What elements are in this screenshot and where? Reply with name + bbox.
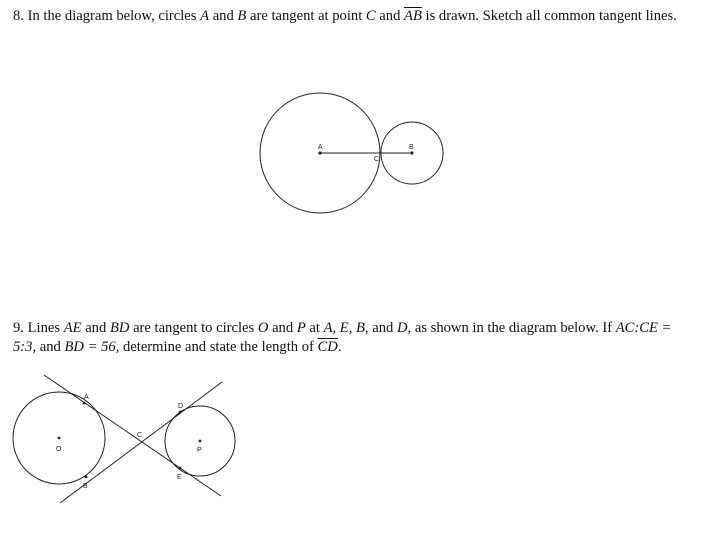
label-a: A xyxy=(318,144,323,151)
problem-9-text-3: are tangent to circles xyxy=(133,320,255,336)
problem-9-number: 9. xyxy=(13,320,24,336)
ratio-expression: AC:CE = 5:3, xyxy=(13,320,672,355)
tangent-points: A, E, B, xyxy=(323,320,369,336)
given-length: BD = 56, xyxy=(64,339,120,355)
center-o-dot xyxy=(58,437,61,440)
label-b: B xyxy=(409,144,414,151)
circle-b-name: B xyxy=(237,8,247,24)
center-a-dot xyxy=(318,151,321,154)
label-point-a: A xyxy=(84,394,89,401)
label-center-o: O xyxy=(56,446,62,453)
problem-8-text-5: is drawn. Sketch all common tangent lines. xyxy=(425,8,677,24)
problem-9-text-8: and xyxy=(39,339,61,355)
diagram-8 xyxy=(260,93,443,213)
circle-a-name: A xyxy=(200,8,210,24)
diagram-9 xyxy=(13,375,235,503)
label-point-b: B xyxy=(83,483,88,490)
problem-9-text-1: Lines xyxy=(27,320,61,336)
label-center-p: P xyxy=(197,447,202,454)
problem-8-text-4: and xyxy=(379,8,401,24)
problem-9-text-9: determine and state the length of xyxy=(123,339,314,355)
point-d-name: D, xyxy=(396,320,412,336)
label-point-d: D xyxy=(178,403,184,410)
problem-9-text-4: and xyxy=(272,320,294,336)
tangent-line-ae xyxy=(44,375,221,496)
problem-9-text-6: and xyxy=(372,320,394,336)
problem-9-text-2: and xyxy=(85,320,107,336)
point-c-name: C xyxy=(365,8,376,24)
problem-9-text-7: as shown in the diagram below. If xyxy=(414,320,613,336)
problem-8-text-2: and xyxy=(212,8,234,24)
point-a-dot xyxy=(83,402,86,405)
problem-9-text-5: at xyxy=(309,320,320,336)
label-point-e: E xyxy=(177,474,182,481)
line-bd-name: BD xyxy=(109,320,130,336)
segment-ab: $\overline{AB}$ xyxy=(404,8,422,24)
circle-p-name: P xyxy=(296,320,306,336)
problem-8-text-1: In the diagram below, circles xyxy=(27,8,197,24)
center-p-dot xyxy=(199,440,202,443)
line-ae-name: AE xyxy=(63,320,82,336)
center-b-dot xyxy=(410,151,413,154)
point-b-dot xyxy=(85,476,88,479)
problem-8-number: 8. xyxy=(13,8,24,24)
label-c: C xyxy=(374,156,380,163)
target-segment-cd: $\overline{CD}$ xyxy=(317,339,338,355)
point-d-dot xyxy=(179,411,182,414)
point-e-dot xyxy=(179,467,182,470)
circle-o-name: O xyxy=(257,320,269,336)
problem-8-text-3: are tangent at point xyxy=(250,8,363,24)
problem-9-period: . xyxy=(337,339,342,355)
label-point-c: C xyxy=(137,432,143,439)
